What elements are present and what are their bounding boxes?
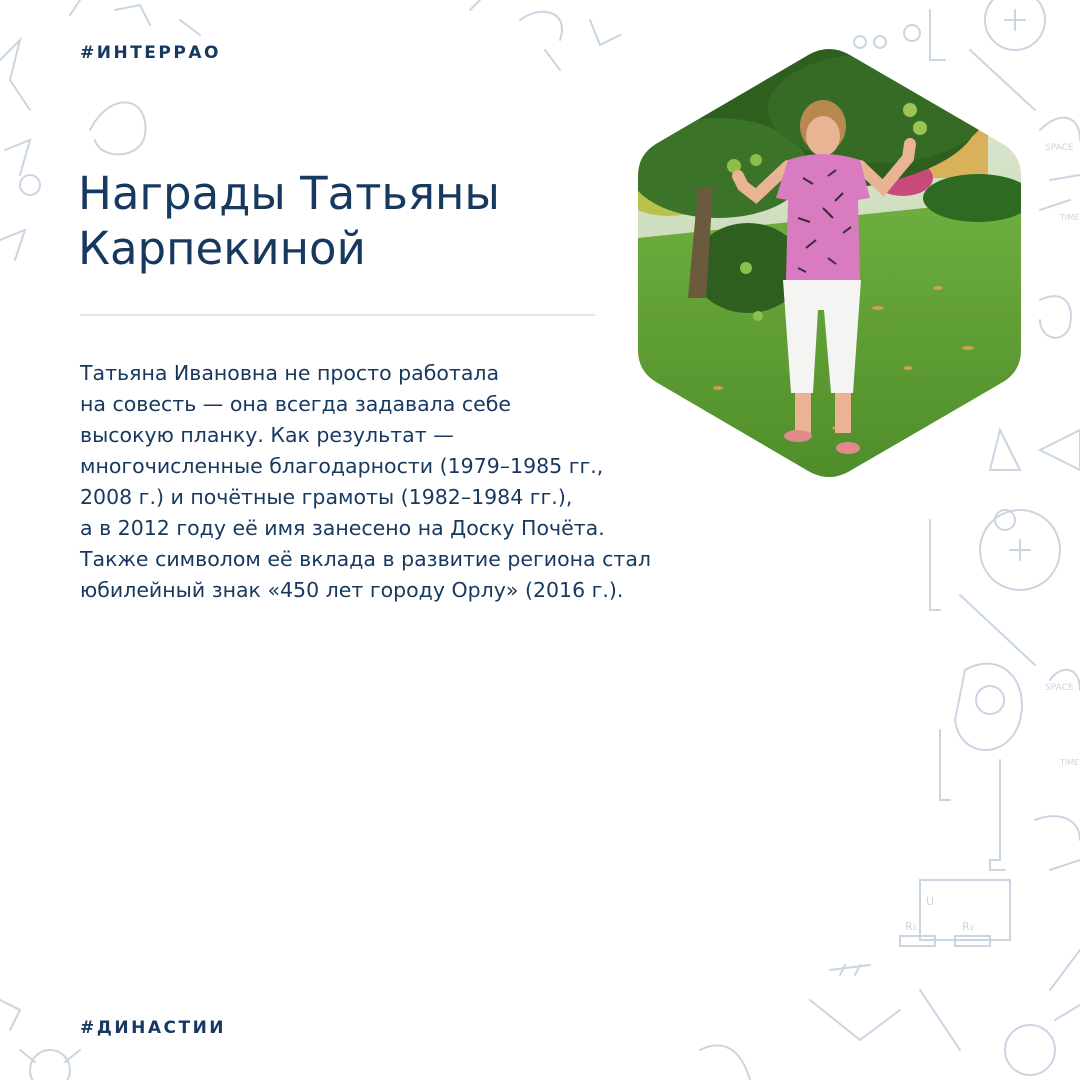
doodle-label-space: SPACE (1045, 143, 1074, 153)
body-line: многочисленные благодарности (1979–1985 гг., (80, 454, 604, 478)
hashtag-dinastii[interactable]: #ДИНАСТИИ (80, 1018, 227, 1038)
page-title-line-2: Карпекиной (78, 222, 366, 275)
doodle-label-r1: R₁ (905, 920, 918, 933)
doodle-label-space: SPACE (1045, 683, 1074, 693)
doodle-label-time: TIME (1060, 213, 1080, 222)
body-line: юбилейный знак «450 лет городу Орлу» (2016 г.). (80, 578, 624, 602)
doodle-label-time: TIME (1060, 758, 1080, 767)
hashtag-interrao[interactable]: #ИНТЕРРАО (80, 43, 221, 63)
doodle-label-u: U (926, 895, 935, 908)
body-line: 2008 г.) и почётные грамоты (1982–1984 гг.), (80, 485, 573, 509)
page-title-line-1: Награды Татьяны (78, 167, 500, 220)
body-line: на совесть — она всегда задавала себе (80, 392, 511, 416)
doodle-label-r2: R₂ (962, 920, 975, 933)
body-line: высокую планку. Как результат — (80, 423, 454, 447)
title-divider (80, 314, 595, 316)
body-line: Также символом её вклада в развитие региона стал (80, 547, 651, 571)
body-line: Татьяна Ивановна не просто работала (80, 361, 500, 385)
body-text (80, 358, 730, 606)
body-line: а в 2012 году её имя занесено на Доску Почёта. (80, 516, 605, 540)
page-title (78, 166, 618, 276)
hexagon-photo (638, 48, 1021, 478)
